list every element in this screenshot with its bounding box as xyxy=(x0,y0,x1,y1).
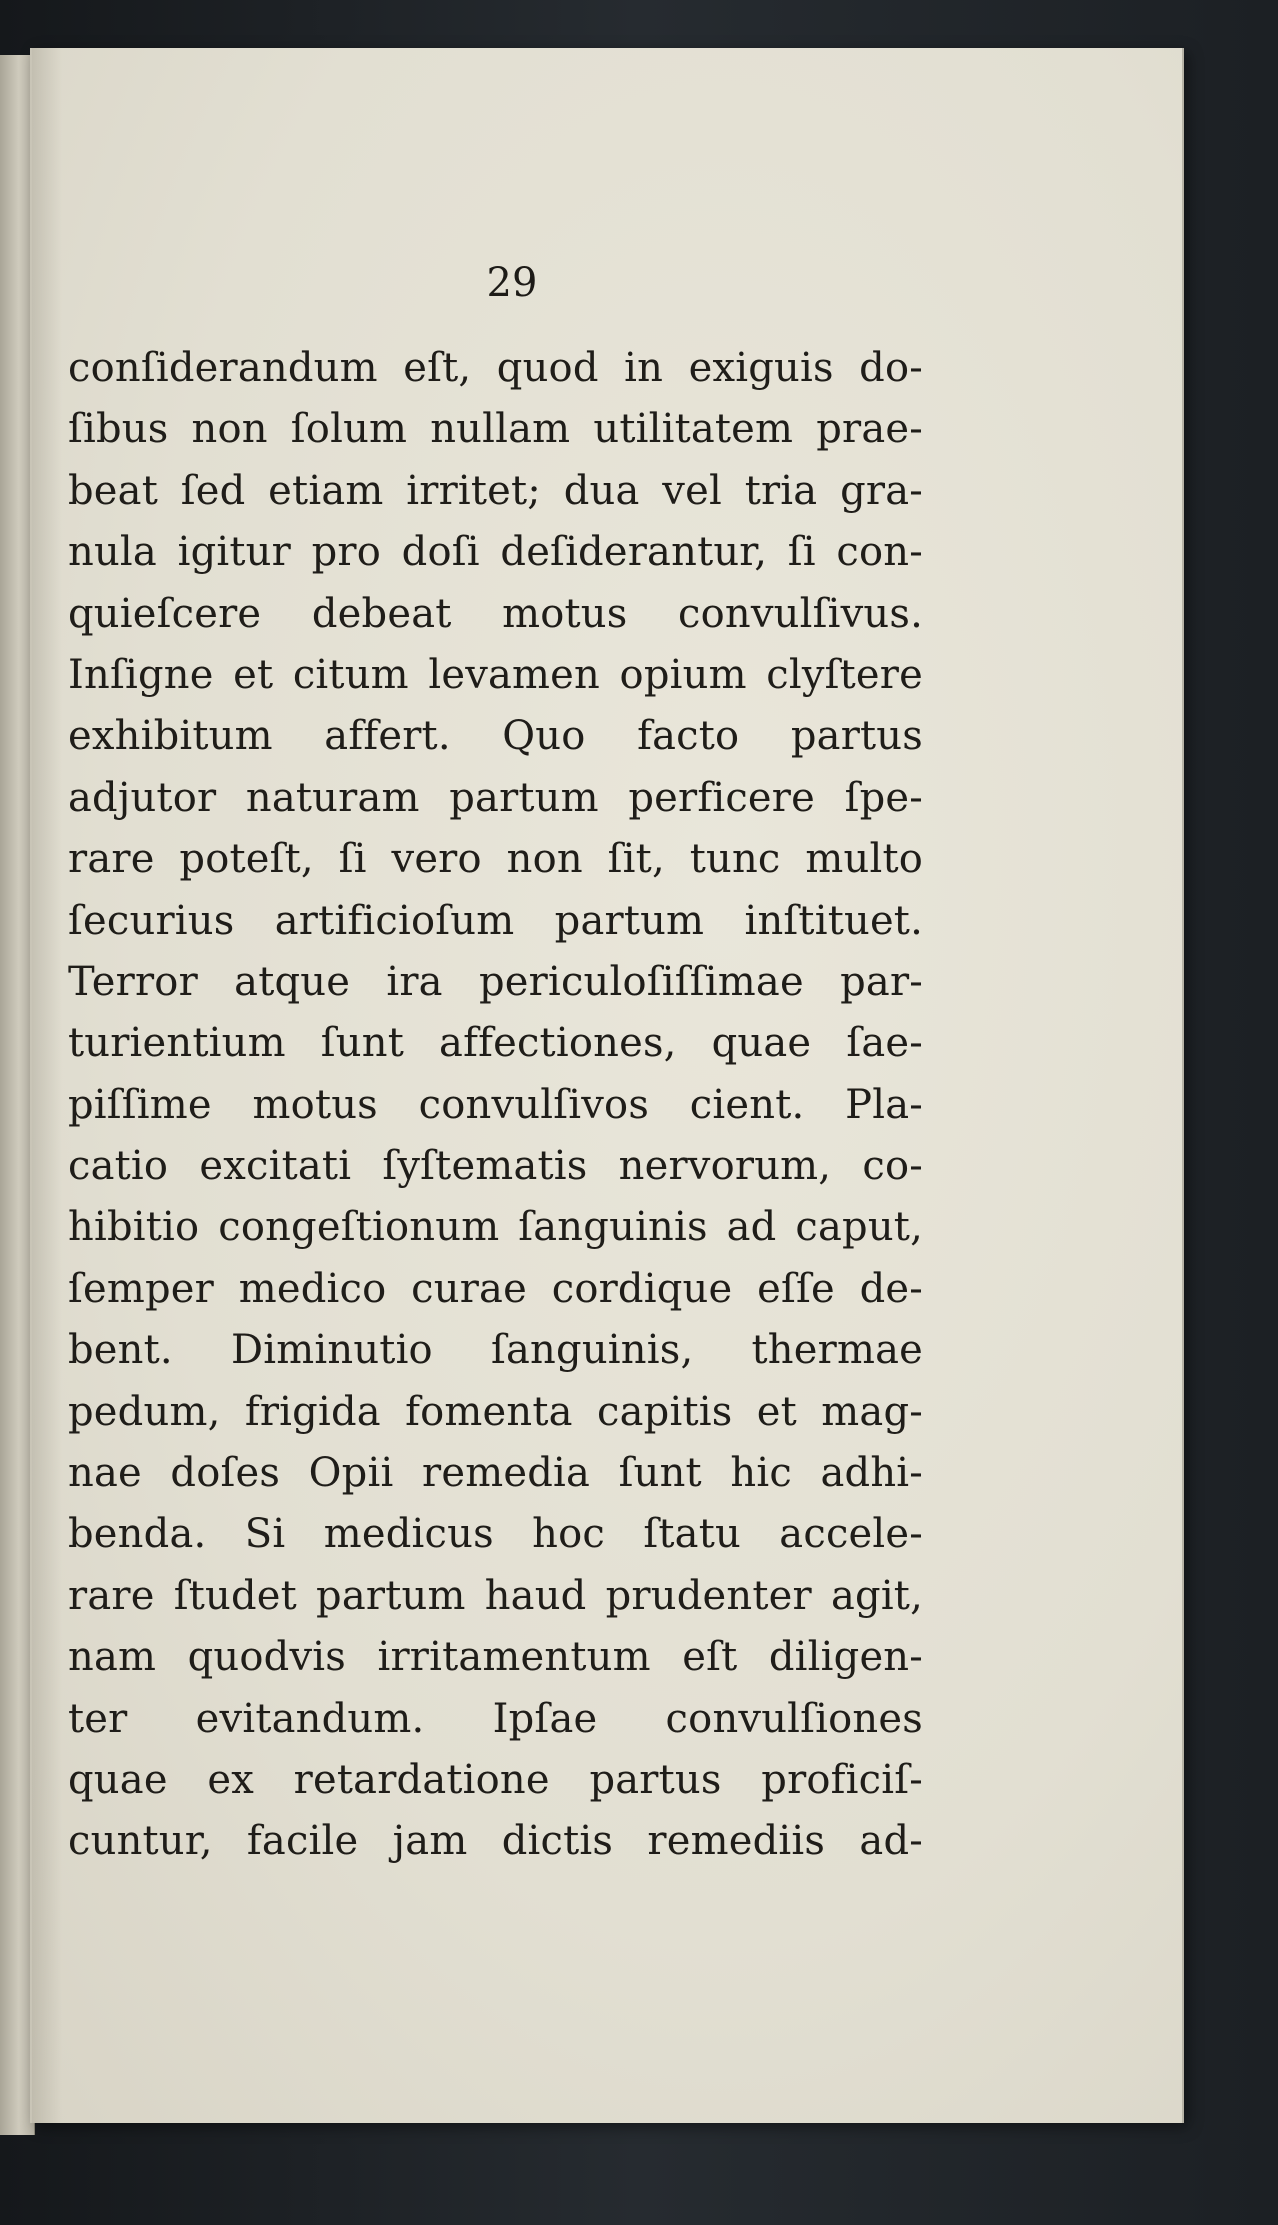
text-line: nam quodvis irritamentum eſt diligen- xyxy=(68,1634,923,1681)
text-line: turientium ſunt affectiones, quae ſae- xyxy=(68,1020,923,1067)
text-line: adjutor naturam partum perficere ſpe- xyxy=(68,774,923,821)
text-line: exhibitum affert. Quo facto partus xyxy=(68,713,923,760)
text-line: nula igitur pro doſi deſiderantur, ſi con- xyxy=(68,529,923,576)
book-page xyxy=(30,48,1182,2123)
text-line: pedum, frigida fomenta capitis et mag- xyxy=(68,1388,923,1435)
text-line: rare ſtudet partum haud prudenter agit, xyxy=(68,1572,923,1619)
body-text xyxy=(68,338,923,1873)
text-line: ſibus non ſolum nullam utilitatem prae- xyxy=(68,406,923,453)
text-line: ſecurius artificioſum partum inſtituet. xyxy=(68,897,923,944)
text-line: quae ex retardatione partus proficiſ- xyxy=(68,1756,923,1803)
text-line: Inſigne et citum levamen opium clyſtere xyxy=(68,651,923,698)
text-line: ſemper medico curae cordique eſſe de- xyxy=(68,1265,923,1312)
gutter-shadow xyxy=(32,48,62,2123)
page-number: 29 xyxy=(486,260,538,306)
text-line: ter evitandum. Ipſae convulſiones xyxy=(68,1695,923,1742)
text-line: benda. Si medicus hoc ſtatu accele- xyxy=(68,1511,923,1558)
text-line: Terror atque ira periculoſiſſimae par- xyxy=(68,958,923,1005)
text-line: rare poteſt, ſi vero non ſit, tunc multo xyxy=(68,836,923,883)
text-line: beat ſed etiam irritet; dua vel tria gra- xyxy=(68,467,923,514)
text-line: hibitio congeſtionum ſanguinis ad caput, xyxy=(68,1204,923,1251)
text-line: quieſcere debeat motus convulſivus. xyxy=(68,590,923,637)
text-line: cuntur, facile jam dictis remediis ad- xyxy=(68,1818,923,1865)
text-line: nae doſes Opii remedia ſunt hic adhi- xyxy=(68,1450,923,1497)
text-line: bent. Diminutio ſanguinis, thermae xyxy=(68,1327,923,1374)
text-line: conſiderandum eſt, quod in exiguis do- xyxy=(68,345,923,391)
text-line: piſſime motus convulſivos cient. Pla- xyxy=(68,1081,923,1128)
text-line: catio excitati ſyſtematis nervorum, co- xyxy=(68,1143,923,1190)
